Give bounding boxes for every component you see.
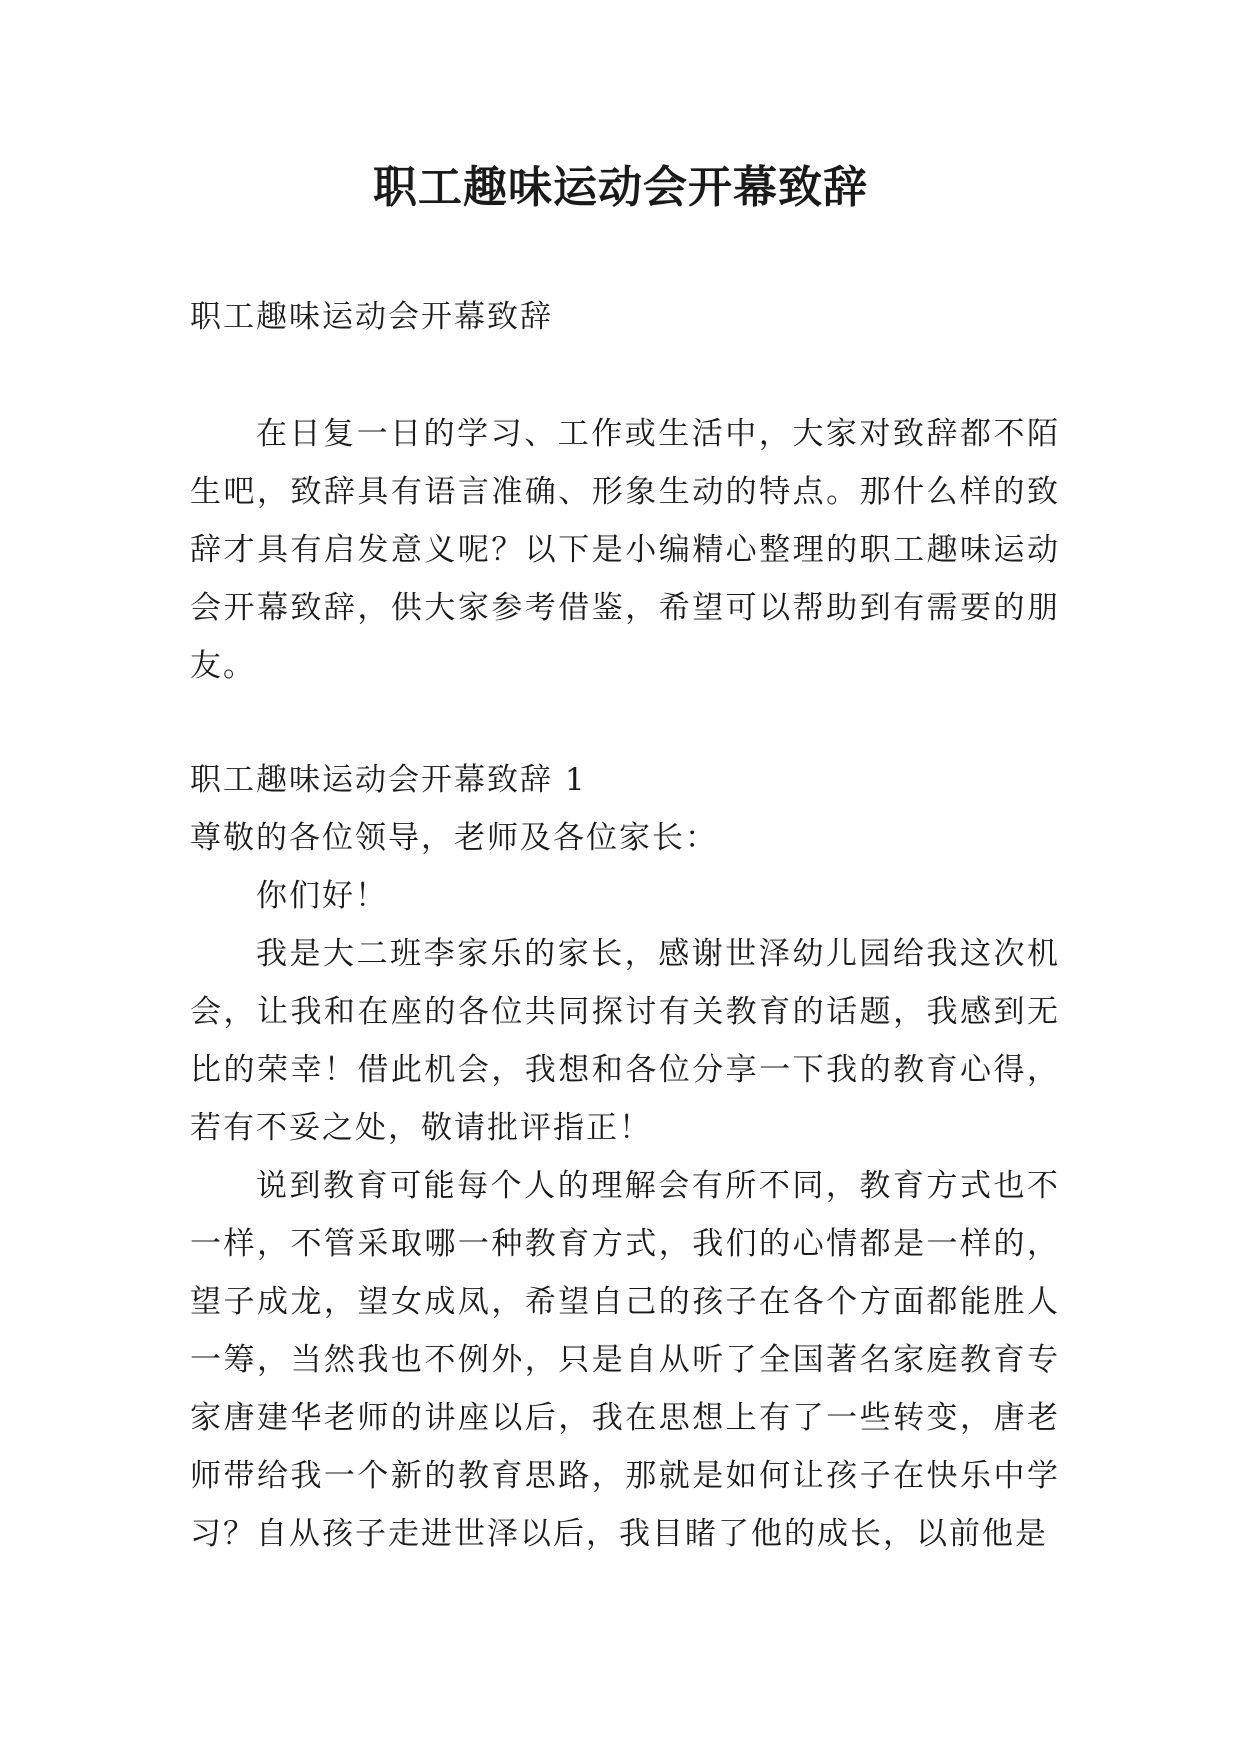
greeting: 你们好！ xyxy=(256,878,388,914)
section-heading: 职工趣味运动会开幕致辞 1 xyxy=(190,762,587,798)
salutation: 尊敬的各位领导，老师及各位家长： xyxy=(190,820,718,856)
body-paragraph: 说到教育可能每个人的理解会有所不同，教育方式也不一样，不管采取哪一种教育方式，我们的心情都是一样的，望子成龙，望女成凤，希望自己的孩子在各个方面都能胜人一筹，当然我也不例外，只是自从听了全国著名家庭教育专家唐建华老师的讲座以后，我在思想上有了一些转变，唐老师带给我一个新的教育思路，那就是如何让孩子在快乐中学习？自从孩子走进世泽以后，我目睹了他的成长，以前他是 xyxy=(190,1168,1060,1552)
body-paragraph: 我是大二班李家乐的家长，感谢世泽幼儿园给我这次机会，让我和在座的各位共同探讨有关教育的话题，我感到无比的荣幸！借此机会，我想和各位分享一下我的教育心得，若有不妥之处，敬请批评指正！ xyxy=(190,936,1060,1146)
document-title: 职工趣味运动会开幕致辞 xyxy=(373,162,868,213)
document-subtitle: 职工趣味运动会开幕致辞 xyxy=(190,299,553,335)
intro-paragraph: 在日复一日的学习、工作或生活中，大家对致辞都不陌生吧，致辞具有语言准确、形象生动的特点。那什么样的致辞才具有启发意义呢？以下是小编精心整理的职工趣味运动会开幕致辞，供大家参考借鉴，希望可以帮助到有需要的朋友。 xyxy=(190,416,1060,684)
